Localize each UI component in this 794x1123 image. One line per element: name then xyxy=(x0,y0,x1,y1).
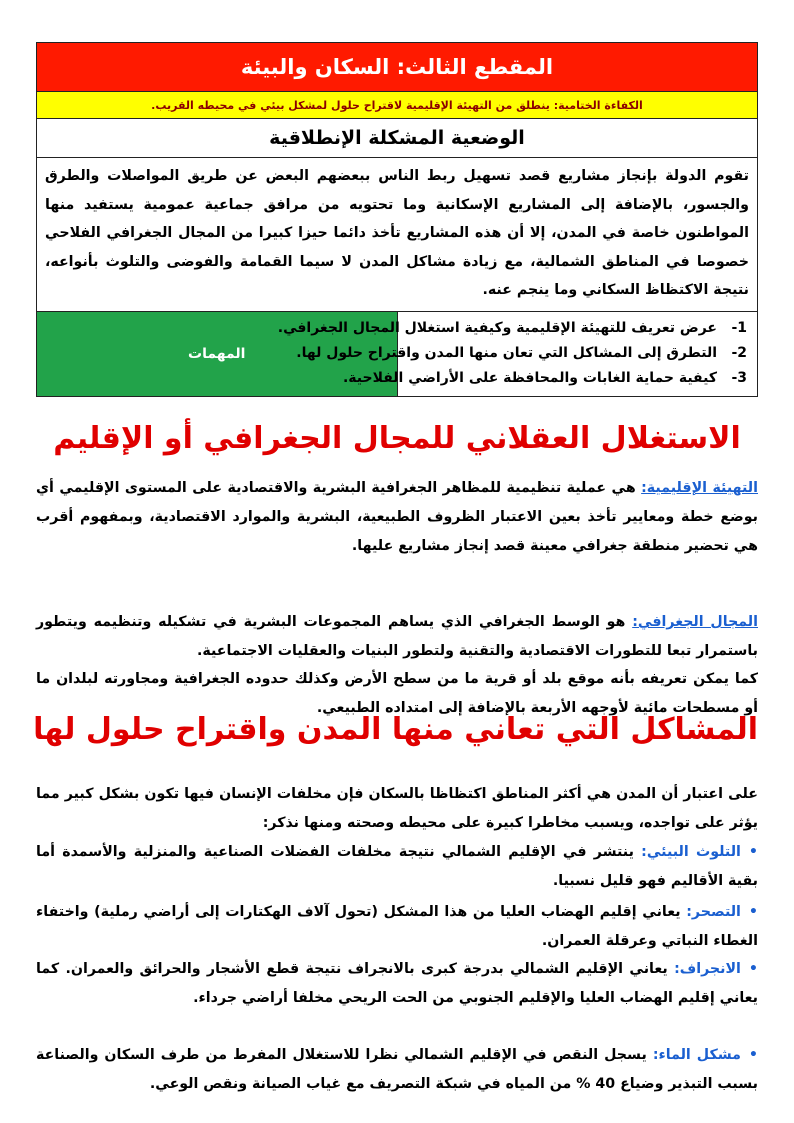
problem-item-desertification xyxy=(36,898,794,956)
definition-text: هو الوسط الجغرافي الذي يساهم المجموعات البشرية في تشكيله وتنظيمه ويتطور باستمرار تبعا للتطورات الاقتصادية والتقنية ولتطور البنيات والعقليات الاجتماعية. xyxy=(36,614,758,659)
problem-term: الانجراف: xyxy=(674,961,741,977)
problem-term: التصحر: xyxy=(686,904,741,920)
problem-text: يعاني الإقليم الشمالي بدرجة كبرى بالانجراف نتيجة قطع الأشجار والحرائق والعمران. كما يعاني إقليم الهضاب العليا والإقليم الجنوبي من الحت الريحي مخلفا أراضي جرداء. xyxy=(36,961,758,1006)
problem-term: التلوث البيئي: xyxy=(641,844,741,860)
problem-item-pollution xyxy=(36,838,794,896)
situation-title: الوضعية المشكلة الإنطلاقية xyxy=(37,119,758,158)
problem-term: مشكل الماء: xyxy=(652,1047,741,1063)
task-text: كيفية حماية الغابات والمحافظة على الأراضي الفلاحية. xyxy=(342,369,717,386)
tasks-list-cell xyxy=(277,311,758,396)
task-number: 2- xyxy=(731,344,747,361)
task-item xyxy=(296,341,748,366)
term-regional-planning: التهيئة الإقليمية: xyxy=(641,480,758,496)
unit-title: المقطع الثالث: السكان والبيئة xyxy=(37,43,758,92)
final-competency: الكفاءة الختامية: ينطلق من التهيئة الإقليمية لاقتراح حلول لمشكل بيئي في محيطه القريب. xyxy=(37,92,758,119)
problem-text: ينتشر في الإقليم الشمالي نتيجة مخلفات الفضلات الصناعية والمنزلية والأسمدة أما بقية الأقاليم فهو قليل نسبيا. xyxy=(36,844,758,889)
city-problems-intro: على اعتبار أن المدن هي أكثر المناطق اكتظاظا بالسكان فإن مخلفات الإنسان فيها تكون بشكل كبير مما يؤثر على تواجده، ويسبب مخاطرا كبيرة على محيطه وصحته ومنها نذكر: xyxy=(36,786,758,831)
bullet-icon: • xyxy=(748,961,758,977)
section-title-city-problems: المشاكل التي تعاني منها المدن واقتراح حلول لها xyxy=(33,712,758,747)
task-text: التطرق إلى المشاكل التي تعان منها المدن واقتراح حلول لها. xyxy=(296,344,717,361)
definition-geographic-space-extra: كما يمكن تعريفه بأنه موقع بلد أو قرية ما من سطح الأرض وكذلك حدوده الجغرافية ومجاورته لبلدان ما أو مسطحات مائية لأوجهه الأربعة بالإضافة إلى امتداده الطبيعي. xyxy=(36,671,758,716)
tasks-list xyxy=(277,316,748,391)
term-geographic-space: المجال الجغرافي: xyxy=(632,614,758,630)
problem-item-water xyxy=(36,1041,794,1099)
task-text: عرض تعريف للتهيئة الإقليمية وكيفية استغلال المجال الجغرافي. xyxy=(277,319,717,336)
tasks-label: المهمات xyxy=(37,311,398,396)
situation-text: تقوم الدولة بإنجاز مشاريع قصد تسهيل ربط الناس ببعضهم البعض عن طريق المواصلات والطرق والجسور، بالإضافة إلى المشاريع الإسكانية وما تحتويه من مرافق جماعية عمومية يستفيد منها المواطنون خاصة في المدن، إلا أن هذه المشاريع تأخذ دائما حيزا كبيرا من المجال الجغرافي الفلاحي خصوصا في المناطق الشمالية، مع زيادة مشاكل المدن لا سيما القمامة والفوضى والتلوث بأنواعه، نتيجة الاكتظاظ السكاني وما ينجم عنه. xyxy=(37,158,758,312)
section-title-rational-use: الاستغلال العقلاني للمجال الجغرافي أو الإقليم xyxy=(53,421,741,456)
definition-text: هي عملية تنظيمية للمظاهر الجغرافية البشرية والاقتصادية على المستوى الإقليمي أي بوضع خطة ومعايير تأخذ بعين الاعتبار الظروف الطبيعية، البشرية والموارد الاقتصادية، وبمفهوم أقرب هي تحضير منطقة جغرافي معينة قصد إنجاز مشاريع عليها. xyxy=(36,480,758,554)
bullet-icon: • xyxy=(748,1047,758,1063)
task-item xyxy=(342,366,748,391)
problem-text: يعاني إقليم الهضاب العليا من هذا المشكل (تحول آلاف الهكتارات إلى أراضي رملية) واختفاء الغطاء النباتي وعرقلة العمران. xyxy=(36,904,758,949)
task-number: 3- xyxy=(731,369,747,386)
bullet-icon: • xyxy=(748,844,758,860)
task-item xyxy=(277,316,748,341)
lesson-header-table xyxy=(36,42,758,397)
problem-item-erosion xyxy=(36,955,794,1013)
bullet-icon: • xyxy=(748,904,758,920)
page xyxy=(33,42,758,1092)
definition-regional-planning xyxy=(36,474,758,560)
definition-geographic-space xyxy=(36,608,758,666)
problem-text: يسجل النقص في الإقليم الشمالي نظرا للاستغلال المفرط من طرف السكان والصناعة بسبب التبذير وضياع 40 % من المياه في شبكة التصريف مع غياب الصيانة ونقص الوعي. xyxy=(36,1047,758,1092)
task-number: 1- xyxy=(731,319,747,336)
